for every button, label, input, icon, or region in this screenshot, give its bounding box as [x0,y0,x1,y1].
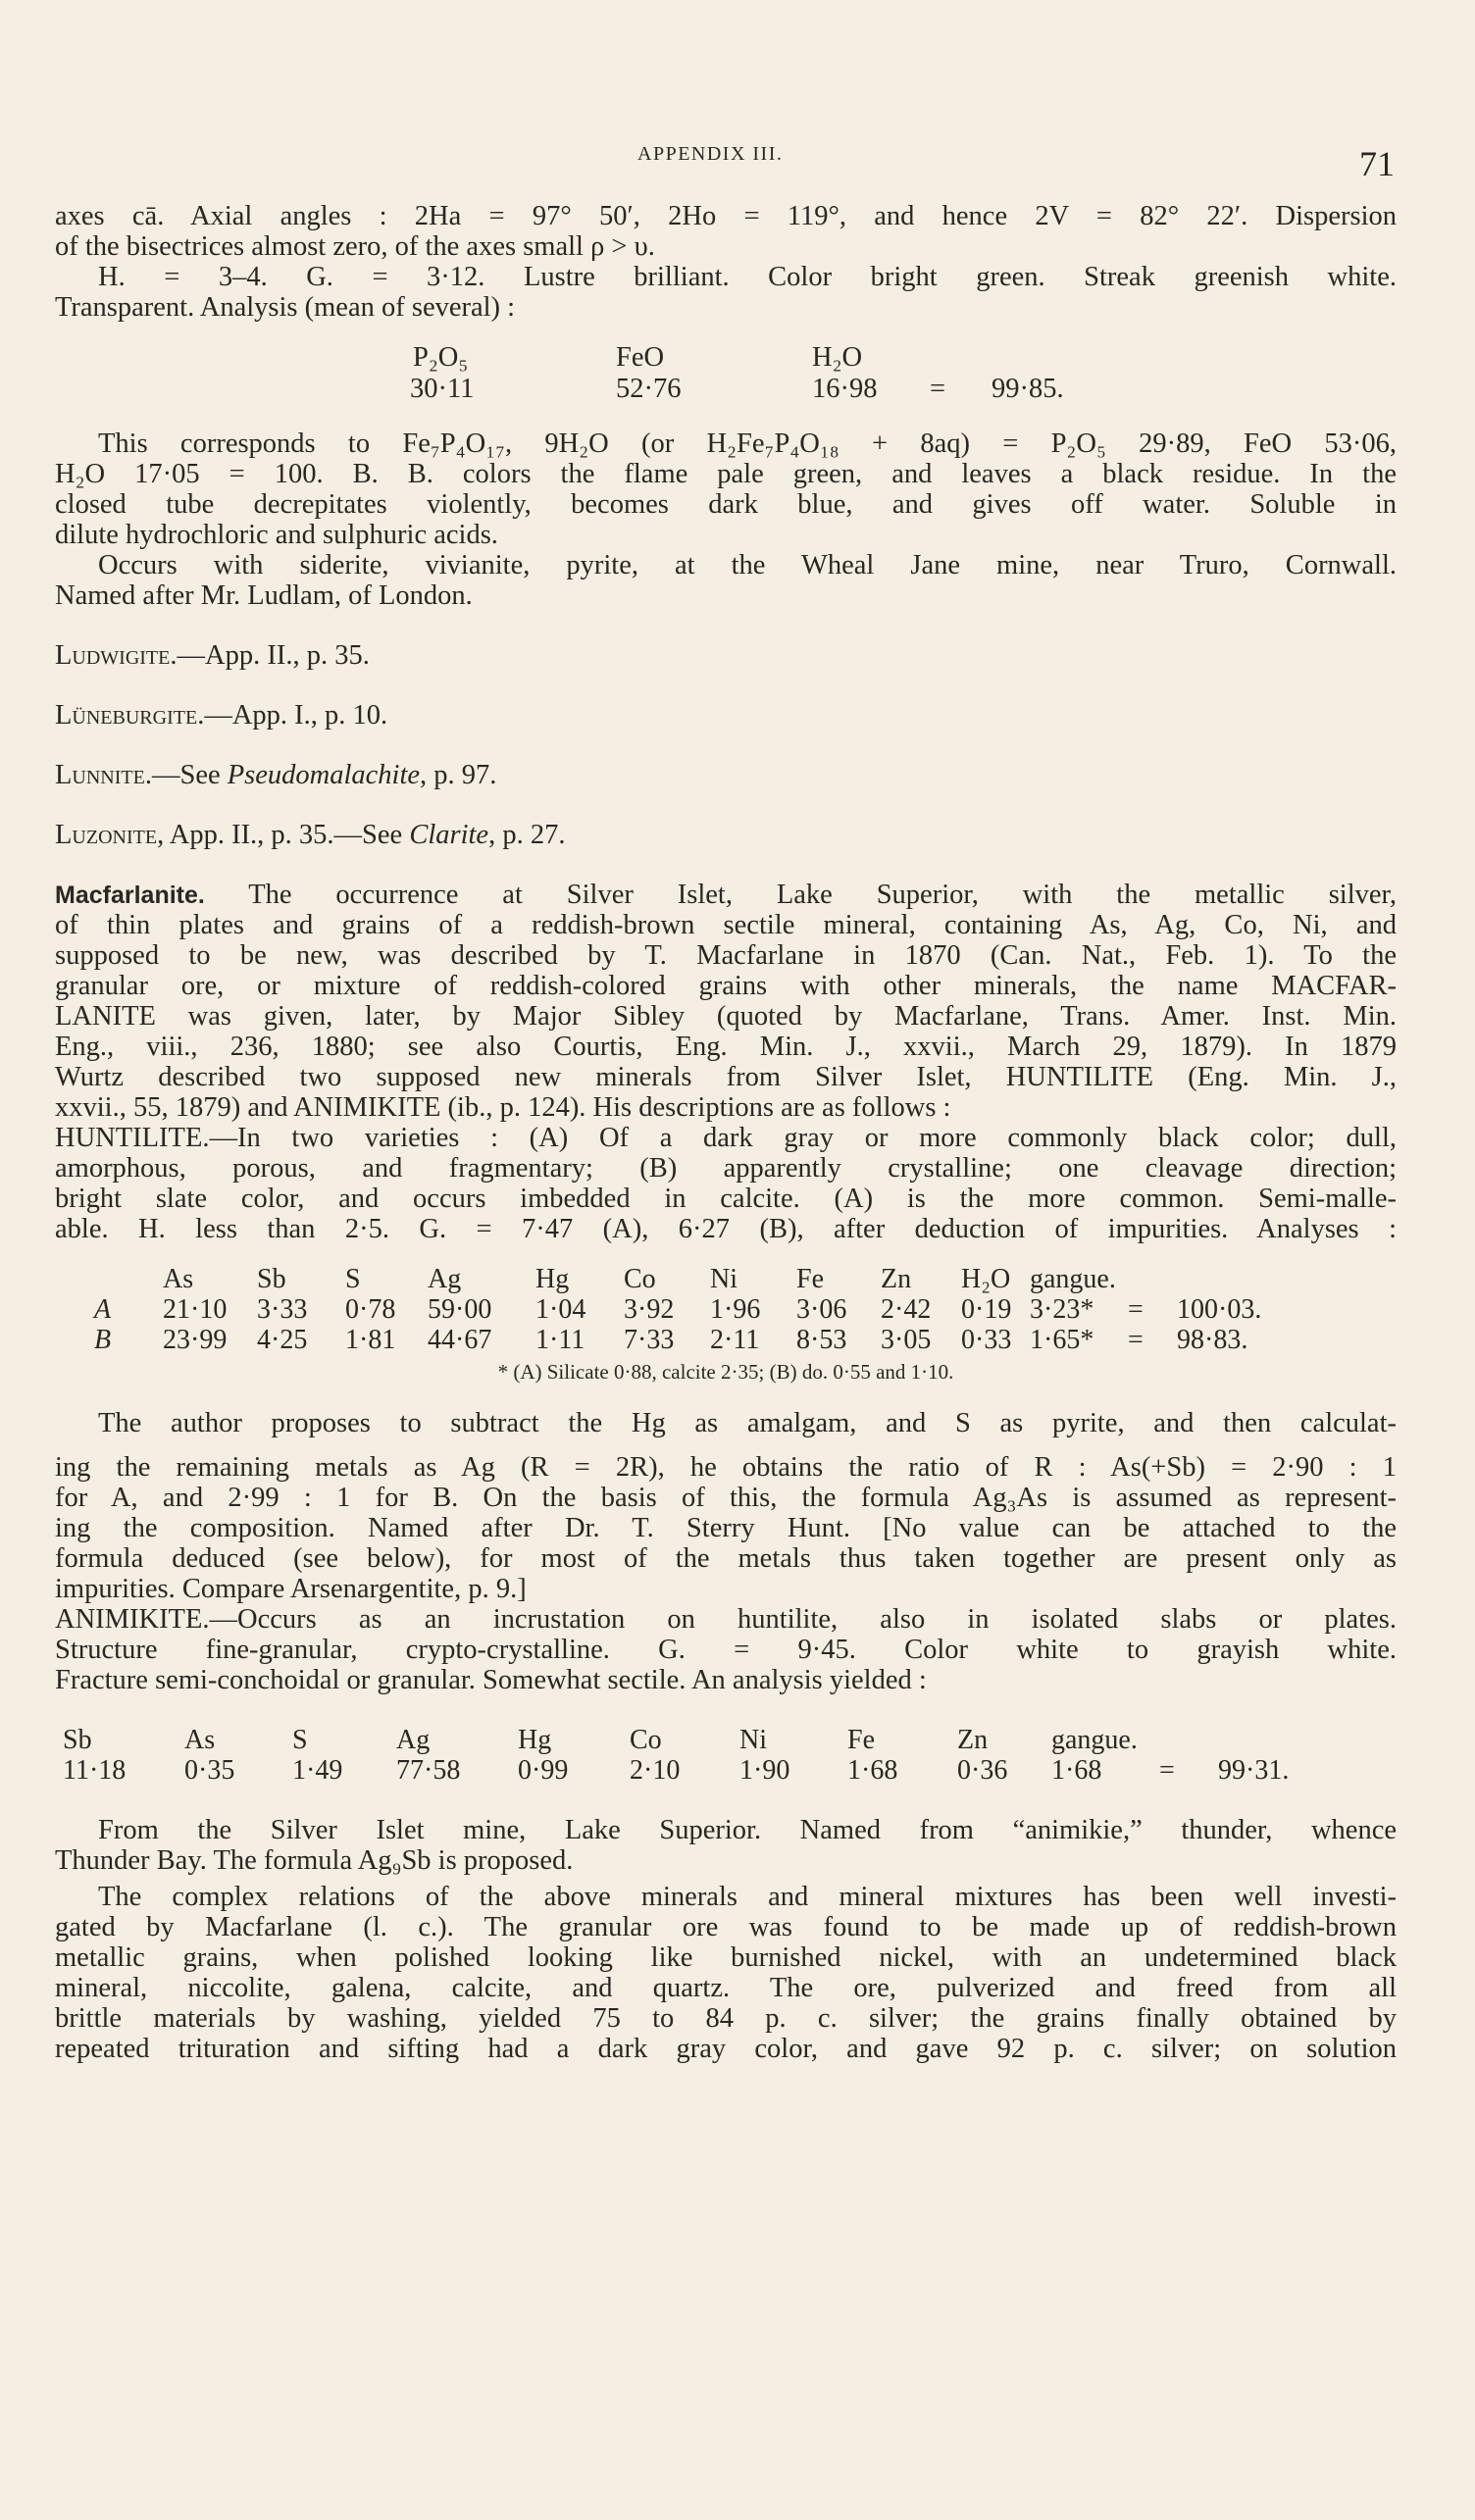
analysis-header: H₂O [812,342,863,373]
table-cell: Co [630,1725,662,1755]
table-cell: Ag [396,1725,431,1755]
table-cell: Zn [957,1725,989,1755]
table-row [94,1294,1285,1325]
table-cell: 4·25 [257,1325,308,1355]
text-line: The author proposes to subtract the Hg as amalgam, and S as pyrite, and then calculat- [98,1408,1397,1438]
table-cell: As [163,1264,194,1294]
table-cell: 2·42 [881,1294,932,1325]
analysis-header: P₂O₅ [413,342,469,373]
analysis-value: 52·76 [616,374,682,404]
text-line: Transparent. Analysis (mean of several) : [55,292,516,323]
text-line: of thin plates and grains of a reddish-brown sectile mineral, containing As, Ag, Co, Ni, and [55,910,1397,940]
entry-text: .—App. I., p. 10. [197,700,388,731]
table-cell: 3·33 [257,1294,308,1325]
text-line: ing the composition. Named after Dr. T. Sterry Hunt. [No value can be attached to the [55,1513,1397,1543]
text-line: closed tube decrepitates violently, becomes dark blue, and gives off water. Soluble in [55,489,1397,520]
text-line: gated by Macfarlane (l. c.). The granular ore was found to be made up of reddish-brown [55,1912,1397,1942]
table-cell: Hg [518,1725,552,1755]
table-cell: 0·36 [957,1755,1008,1786]
entry-ref: Clarite [409,820,489,850]
table-cell: 77·58 [396,1755,461,1786]
table-cell [1177,1264,1285,1294]
table-row [63,1755,1326,1786]
table-cell: = [1128,1294,1144,1325]
entry-name: Lunnite [55,760,145,790]
table-cell [1128,1264,1177,1294]
text-line: granular ore, or mixture of reddish-colored grains with other minerals, the name MACFAR- [55,971,1397,1001]
text-line: The occurrence at Silver Islet, Lake Superior, with the metallic silver, [204,880,1397,910]
table-cell: = [1159,1755,1175,1786]
table-cell: 1·90 [739,1755,790,1786]
table-cell: S [292,1725,308,1755]
text-line: impurities. Compare Arsenargentite, p. 9.] [55,1574,527,1604]
table-cell: 3·23* [1030,1294,1094,1325]
table-cell: Ag [428,1264,462,1294]
table-cell [94,1264,163,1294]
entry-ref: Pseudomalachite [227,760,421,790]
text-line: amorphous, porous, and fragmentary; (B) apparently crystalline; one cleavage direction; [55,1153,1397,1184]
table-cell: Ni [739,1725,767,1755]
table-header-row [94,1264,1285,1294]
table-cell: 8·53 [796,1325,847,1355]
entry-name: Lüneburgite [55,700,198,731]
text-line: xxvii., 55, 1879) and ANIMIKITE (ib., p. 124). His descriptions are as follows : [55,1092,951,1123]
table-cell [1159,1725,1218,1755]
table-footnote: * (A) Silicate 0·88, calcite 2·35; (B) do. 0·55 and 1·10. [497,1360,954,1384]
analysis-table-ludlamite [55,342,1397,409]
analysis-table-animikite [63,1725,1326,1786]
text-line: Wurtz described two supposed new minerals from Silver Islet, HUNTILITE (Eng. Min. J., [55,1062,1397,1092]
running-head: APPENDIX III. [637,143,784,165]
table-cell [1218,1725,1326,1755]
table-cell: Ni [710,1264,738,1294]
cross-reference-entry [55,760,1397,790]
entry-name: Ludwigite [55,640,171,671]
table-cell: Zn [881,1264,912,1294]
text-line: Occurs with siderite, vivianite, pyrite, at the Wheal Jane mine, near Truro, Cornwall. [98,550,1397,580]
analysis-value: 30·11 [410,374,475,404]
cross-reference-entry [55,820,1397,850]
table-cell: 0·35 [184,1755,235,1786]
analysis-total: 99·85. [992,374,1064,404]
table-cell: 3·06 [796,1294,847,1325]
paragraph-optical-properties [55,201,1397,323]
table-cell: 1·68 [1051,1755,1102,1786]
entry-macfarlanite [55,880,1397,1123]
table-cell: Sb [63,1725,92,1755]
text-line: HUNTILITE.—In two varieties : (A) Of a dark gray or more commonly black color; dull, [55,1123,1397,1153]
entry-tail: , p. 97. [420,760,497,790]
paragraph-complex-relations [55,1882,1397,2064]
table-cell: 1·11 [535,1325,585,1355]
paragraph-occurrence [55,550,1397,611]
entry-huntilite [55,1123,1397,1244]
table-cell: 21·10 [163,1294,228,1325]
table-header-row [63,1725,1326,1755]
analysis-table-huntilite [94,1264,1285,1355]
text-line: bright slate color, and occurs imbedded in calcite. (A) is the more common. Semi-malle- [55,1184,1397,1214]
text-line: The complex relations of the above minerals and mineral mixtures has been well investi- [98,1882,1397,1912]
text-line: Fracture semi-conchoidal or granular. Somewhat sectile. An analysis yielded : [55,1665,927,1695]
table-cell: Fe [847,1725,875,1755]
page-header [0,143,1475,182]
text-line: LANITE was given, later, by Major Sibley (quoted by Macfarlane, Trans. Amer. Inst. Min. [55,1001,1397,1032]
table-cell: 1·49 [292,1755,343,1786]
analysis-header: FeO [616,342,665,373]
table-cell: H₂O [961,1264,1011,1294]
analysis-value: 16·98 [812,374,878,404]
entry-tail: , p. 27. [488,820,566,850]
table-row [94,1325,1285,1355]
text-line: mineral, niccolite, galena, calcite, and quartz. The ore, pulverized and freed from all [55,1973,1397,2003]
text-line: ANIMIKITE.—Occurs as an incrustation on huntilite, also in isolated slabs or plates. [55,1604,1397,1635]
table-cell: 98·83. [1177,1325,1248,1355]
table-cell: 2·10 [630,1755,681,1786]
table-cell: gangue. [1051,1725,1138,1755]
table-cell: = [1128,1325,1144,1355]
text-line: Named after Mr. Ludlam, of London. [55,580,473,611]
table-cell: 3·92 [624,1294,675,1325]
table-cell: 0·99 [518,1755,569,1786]
entry-text: .—App. II., p. 35. [170,640,370,671]
entry-title: Macfarlanite. [55,882,205,909]
text-line: repeated trituration and sifting had a dark gray color, and gave 92 p. c. silver; on solution [55,2034,1397,2064]
table-cell: 1·04 [535,1294,586,1325]
table-cell: 1·68 [847,1755,898,1786]
table-cell: 1·96 [710,1294,761,1325]
text-line: ing the remaining metals as Ag (R = 2R), he obtains the ratio of R : As(+Sb) = 2·90 : 1 [55,1452,1397,1483]
text-line: axes cā. Axial angles : 2Ha = 97° 50′, 2Ho = 119°, and hence 2V = 82° 22′. Dispersion [55,201,1397,231]
text-line: This corresponds to Fe₇P₄O₁₇, 9H₂O (or H₂Fe₇P₄O₁₈ + 8aq) = P₂O₅ 29·89, FeO 53·06, [98,428,1397,459]
table-cell: Co [624,1264,656,1294]
table-cell: Fe [796,1264,824,1294]
table-cell: 0·19 [961,1294,1012,1325]
paragraph-locality [55,1815,1397,1876]
table-cell: 1·81 [345,1325,396,1355]
table-cell: Hg [535,1264,570,1294]
table-cell: 7·33 [624,1325,675,1355]
text-line: metallic grains, when polished looking like burnished nickel, with an undetermined black [55,1942,1397,1973]
text-line: of the bisectrices almost zero, of the axes small ρ > υ. [55,231,655,262]
page-number: 71 [1359,144,1395,183]
text-line: supposed to be new, was described by T. Macfarlane in 1870 (Can. Nat., Feb. 1). To the [55,940,1397,971]
text-line: Eng., viii., 236, 1880; see also Courtis, Eng. Min. J., xxvii., March 29, 1879). In 1879 [55,1032,1397,1062]
page-body [55,201,1397,2064]
table-cell: 11·18 [63,1755,127,1786]
table-cell: 23·99 [163,1325,228,1355]
table-cell: gangue. [1030,1264,1116,1294]
text-line: formula deduced (see below), for most of the metals thus taken together are present only as [55,1543,1397,1574]
table-cell: B [94,1325,112,1355]
table-cell: Sb [257,1264,286,1294]
text-line: H. = 3–4. G. = 3·12. Lustre brilliant. Color bright green. Streak greenish white. [98,262,1397,292]
cross-reference-entry [55,700,1397,731]
entry-animikite [55,1604,1397,1695]
paragraph-formula [55,428,1397,550]
text-line: Structure fine-granular, crypto-crystalline. G. = 9·45. Color white to grayish white. [55,1635,1397,1665]
text-line: brittle materials by washing, yielded 75 to 84 p. c. silver; the grains finally obtained by [55,2003,1397,2034]
table-cell: As [184,1725,216,1755]
text-line: H₂O 17·05 = 100. B. B. colors the flame pale green, and leaves a black residue. In the [55,459,1397,489]
text-line: Thunder Bay. The formula Ag₉Sb is proposed. [55,1845,574,1876]
table-cell: 59·00 [428,1294,492,1325]
entry-name: Luzonite [55,820,158,850]
text-line: for A, and 2·99 : 1 for B. On the basis of this, the formula Ag₃As is assumed as represent- [55,1483,1397,1513]
text-line: From the Silver Islet mine, Lake Superior. Named from “animikie,” thunder, whence [98,1815,1397,1845]
entry-text: .—See [144,760,228,790]
table-cell: 0·78 [345,1294,396,1325]
table-cell: A [94,1294,112,1325]
entry-text: , App. II., p. 35.—See [157,820,410,850]
analysis-equals: = [930,374,946,404]
table-cell: 1·65* [1030,1325,1094,1355]
table-cell: 100·03. [1177,1294,1262,1325]
table-cell: 3·05 [881,1325,932,1355]
text-line: able. H. less than 2·5. G. = 7·47 (A), 6·27 (B), after deduction of impurities. Analyses : [55,1214,1397,1244]
table-cell: 0·33 [961,1325,1012,1355]
text-line: dilute hydrochloric and sulphuric acids. [55,520,498,550]
cross-reference-entry [55,640,1397,671]
table-cell: 2·11 [710,1325,760,1355]
table-cell: 99·31. [1218,1755,1290,1786]
paragraph-calculation [55,1408,1397,1604]
table-cell: 44·67 [428,1325,492,1355]
table-cell: S [345,1264,361,1294]
